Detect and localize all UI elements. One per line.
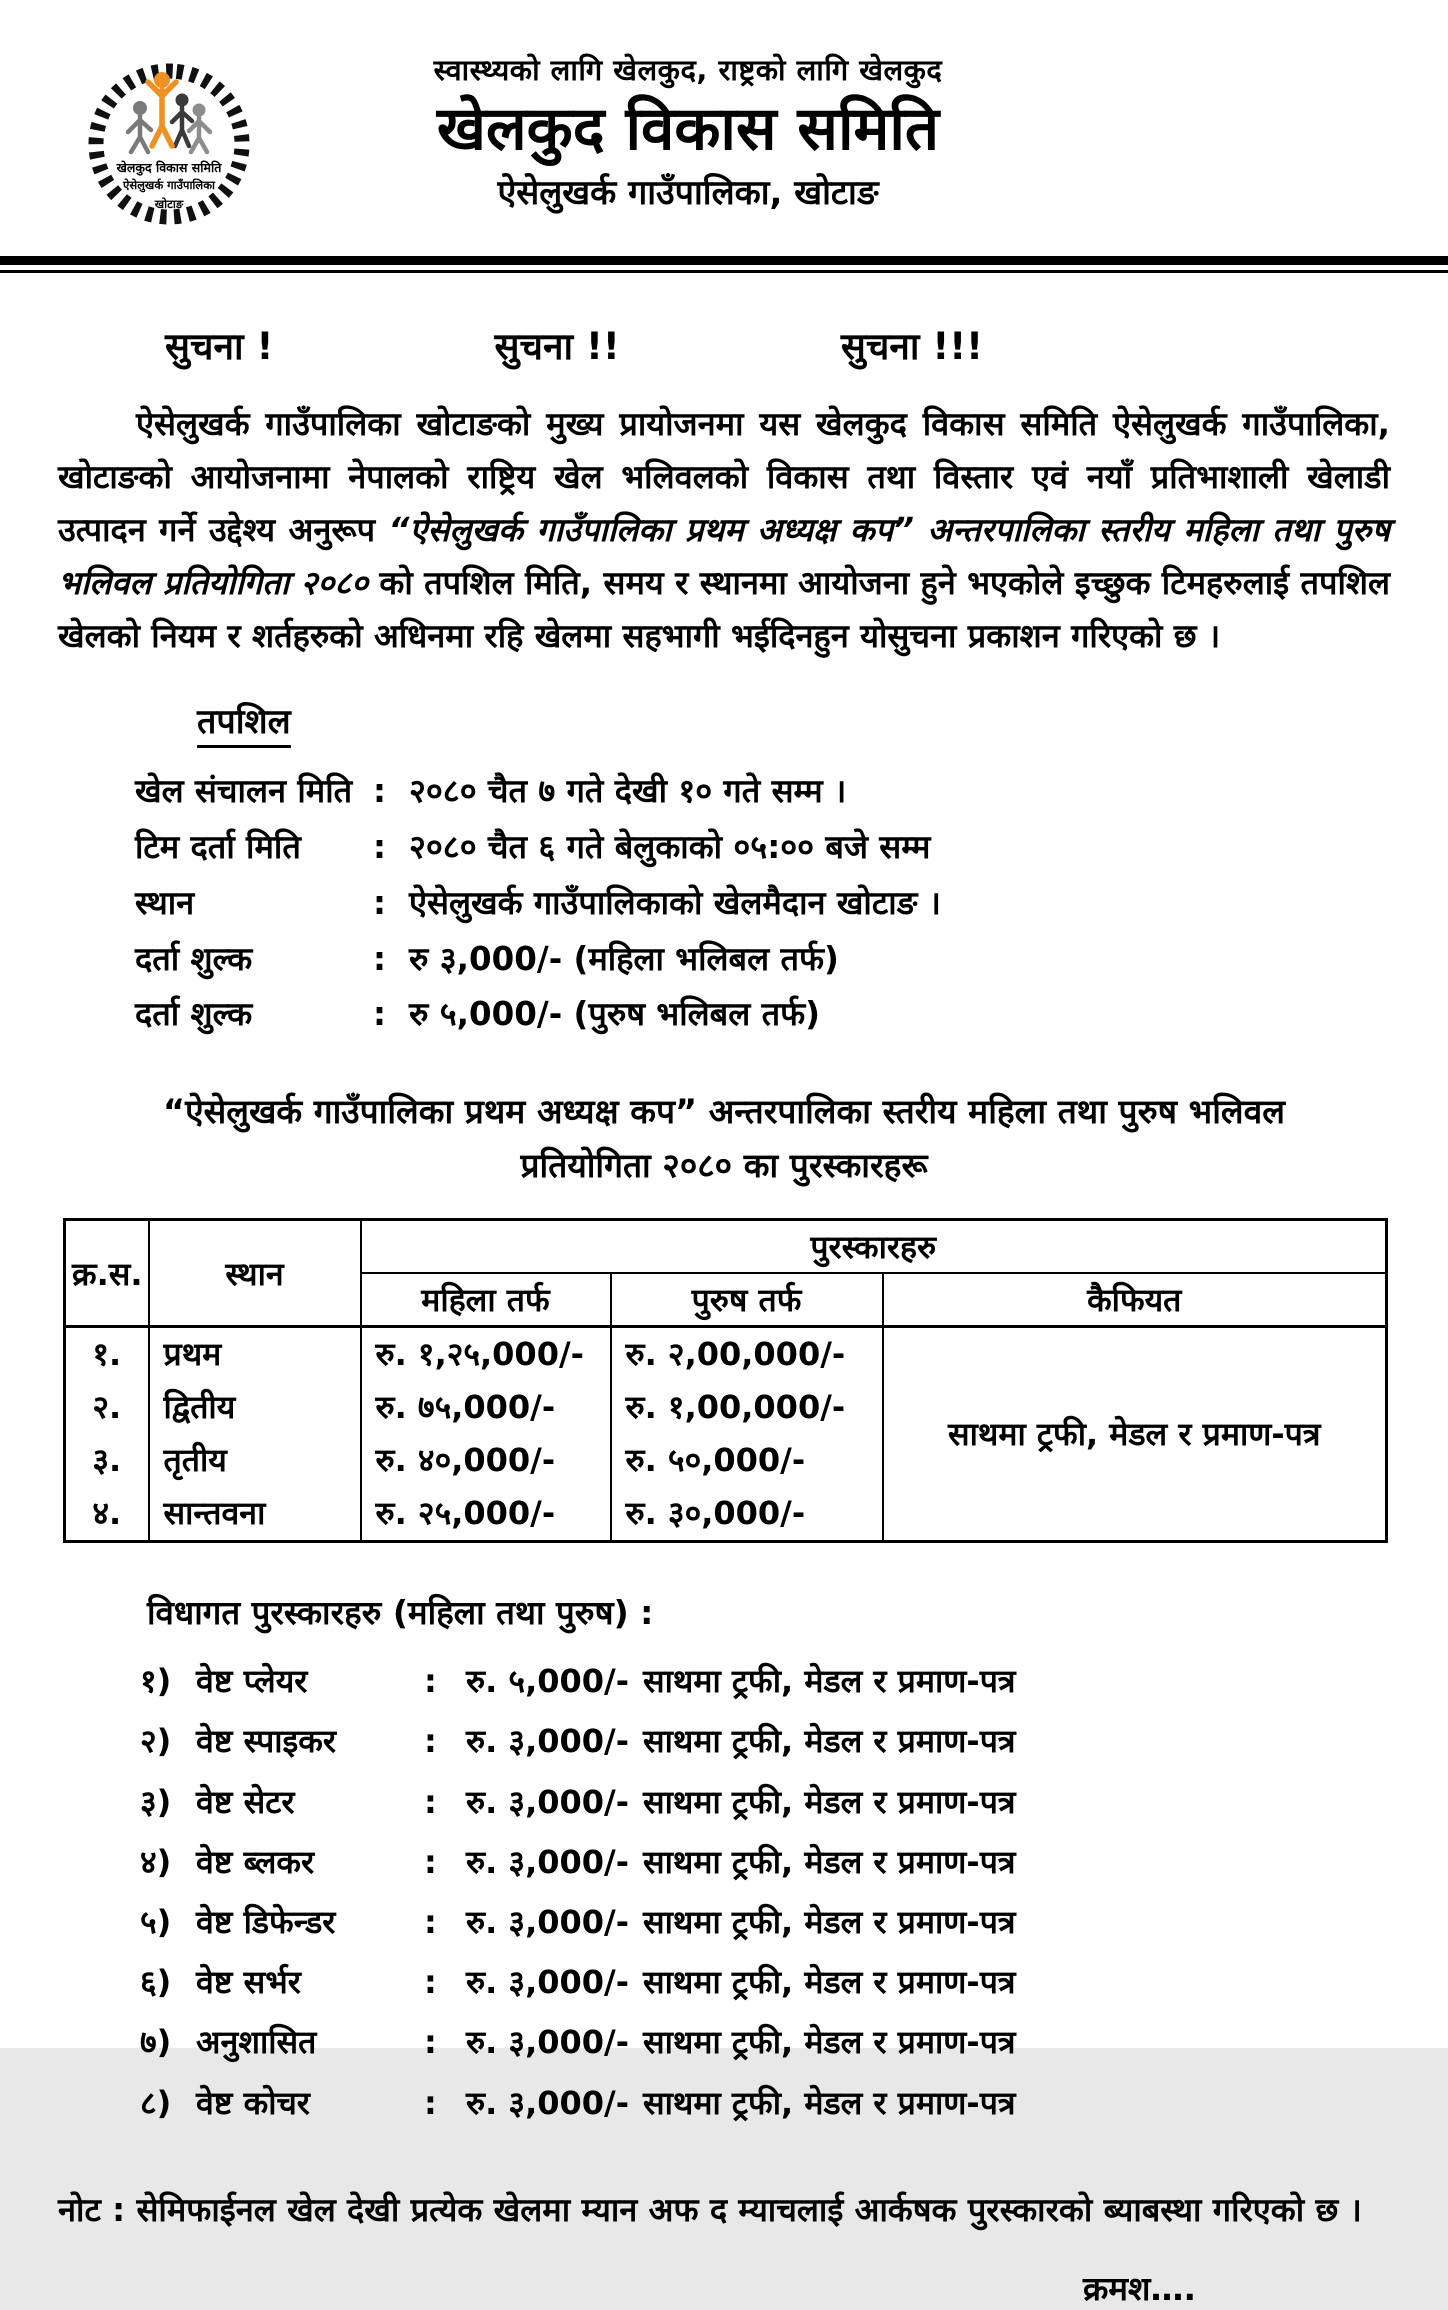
prize-table (63, 1218, 1388, 1543)
header-female: महिला तर्फ (361, 1273, 611, 1327)
continued-marker: क्रमश…. (1082, 2268, 1196, 2308)
award-item-best-spiker (140, 1720, 1448, 1763)
row-sn: २. (65, 1381, 149, 1434)
award-suffix: साथमा ट्रफी, मेडल र प्रमाण-पत्र (643, 1722, 1016, 1761)
committee-logo (78, 42, 273, 242)
award-amount: रु. ३,000/- (466, 1903, 629, 1942)
header-text (273, 42, 1103, 214)
award-separator: : (424, 1782, 437, 1821)
table-header-row-1 (65, 1220, 1387, 1274)
detail-value: रु ३,000/- (महिला भलिबल तर्फ) (409, 939, 839, 978)
notice-2: सुचना !! (494, 325, 620, 368)
award-separator: : (424, 1903, 437, 1942)
award-item-best-server (140, 1961, 1448, 2004)
header-male: पुरुष तर्फ (611, 1273, 883, 1327)
notice-headings (165, 319, 983, 370)
details-rows (135, 764, 1448, 1043)
prize-section-heading (90, 1085, 1358, 1192)
row-sn: ४. (65, 1487, 149, 1541)
row-place: प्रथम (149, 1327, 361, 1381)
award-separator: : (424, 1662, 437, 1701)
award-name: वेष्ट सेटर (196, 1782, 295, 1821)
row-male-prize: रु. ३०,000/- (611, 1487, 883, 1541)
row-male-prize: रु. १,00,000/- (611, 1381, 883, 1434)
detail-value: रु ५,000/- (पुरुष भलिबल तर्फ) (409, 995, 821, 1034)
award-name: वेष्ट प्लेयर (196, 1662, 308, 1701)
header-prizes: पुरस्कारहरु (361, 1220, 1387, 1274)
tagline: स्वास्थ्यको लागि खेलकुद, राष्ट्रको लागि खेलकुद (433, 53, 943, 87)
award-suffix: साथमा ट्रफी, मेडल र प्रमाण-पत्र (643, 2023, 1016, 2062)
header-sn: क्र.स. (65, 1220, 149, 1327)
logo-text-line1: खेलकुद विकास समिति (116, 160, 222, 175)
detail-label: दर्ता शुल्क (135, 939, 253, 978)
award-separator: : (424, 1842, 437, 1881)
detail-label: स्थान (135, 883, 195, 922)
header-remarks: कैफियत (883, 1273, 1387, 1327)
award-number: १) (140, 1662, 172, 1701)
letterhead (0, 0, 1448, 242)
detail-label: खेल संचालन मिति (135, 771, 353, 810)
row-female-prize: रु. १,२५,000/- (361, 1327, 611, 1381)
award-name: वेष्ट ब्लकर (196, 1842, 315, 1881)
logo-text-line2: ऐसेलुखर्क गाउँपालिका (122, 178, 216, 192)
award-number: २) (140, 1722, 172, 1761)
remarks-merged-cell: साथमा ट्रफी, मेडल र प्रमाण-पत्र (883, 1327, 1387, 1542)
award-separator: : (424, 2083, 437, 2122)
award-name: वेष्ट डिफेन्डर (196, 1903, 336, 1942)
award-number: ३) (140, 1782, 172, 1821)
detail-separator: : (373, 827, 386, 866)
award-name: वेष्ट कोचर (196, 2083, 310, 2122)
intro-competition-name: “ऐसेलुखर्क गाउँपालिका प्रथम अध्यक्ष कप” अन्तरपालिका स्तरीय महिला तथा पुरुष भलिवल प्रतियोगिता २०८० (58, 510, 1390, 602)
notice-1: सुचना ! (165, 325, 274, 368)
row-sn: १. (65, 1327, 149, 1381)
detail-separator: : (373, 771, 386, 810)
award-item-disciplined (140, 2021, 1448, 2064)
intro-paragraph (58, 398, 1390, 663)
intro-part2: को तपशिल मिति, समय र स्थानमा आयोजना हुने भएकोले इच्छुक टिमहरुलाई तपशिल खेलको नियम र शर्तहरुको अधिनमा रहि खेलमा सहभागी भईदिनहुन योसुचना प्रकाशन गरिएको छ । (58, 563, 1390, 655)
award-amount: रु. ३,000/- (466, 1963, 629, 2002)
award-item-best-setter (140, 1781, 1448, 1824)
award-name: वेष्ट सर्भर (196, 1963, 301, 2002)
award-name: वेष्ट स्पाइकर (196, 1722, 336, 1761)
award-suffix: साथमा ट्रफी, मेडल र प्रमाण-पत्र (643, 2083, 1016, 2122)
organization-subtitle: ऐसेलुखर्क गाउँपालिका, खोटाङ (497, 173, 879, 213)
detail-separator: : (373, 939, 386, 978)
header-divider (0, 256, 1448, 273)
detail-separator: : (373, 883, 386, 922)
row-female-prize: रु. ७५,000/- (361, 1381, 611, 1434)
prize-heading-line2: प्रतियोगिता २०८० का पुरस्कारहरू (520, 1145, 928, 1185)
details-title: तपशिल (197, 697, 291, 748)
award-separator: : (424, 1963, 437, 2002)
detail-value: २०८० चैत ६ गते बेलुकाको ०५:०० बजे सम्म (409, 827, 931, 866)
header-place: स्थान (149, 1220, 361, 1327)
laurel-wreath-icon (78, 42, 260, 238)
detail-row-venue (135, 876, 1448, 932)
row-place: द्वितीय (149, 1381, 361, 1434)
detail-label: टिम दर्ता मिति (135, 827, 301, 866)
award-item-best-defender (140, 1901, 1448, 1944)
detail-row-registration-date (135, 820, 1448, 876)
award-separator: : (424, 1722, 437, 1761)
organization-title: खेलकुद विकास समिति (436, 94, 940, 164)
detail-row-game-date (135, 764, 1448, 820)
footnote: नोट : सेमिफाईनल खेल देखी प्रत्येक खेलमा म्यान अफ द म्याचलाई आर्कषक पुरस्कारको ब्याबस्था गरिएको छ । (58, 2190, 1362, 2229)
award-item-best-blocker (140, 1841, 1448, 1884)
row-male-prize: रु. ५०,000/- (611, 1434, 883, 1487)
row-place: सान्तवना (149, 1487, 361, 1541)
detail-label: दर्ता शुल्क (135, 995, 253, 1034)
table-row (65, 1327, 1387, 1381)
detail-row-fee-women (135, 932, 1448, 988)
detail-row-fee-men (135, 987, 1448, 1043)
award-separator: : (424, 2023, 437, 2062)
award-item-best-player (140, 1660, 1448, 1703)
award-suffix: साथमा ट्रफी, मेडल र प्रमाण-पत्र (643, 1662, 1016, 1701)
row-male-prize: रु. २,00,000/- (611, 1327, 883, 1381)
award-suffix: साथमा ट्रफी, मेडल र प्रमाण-पत्र (643, 1842, 1016, 1881)
category-awards-list (140, 1660, 1448, 2125)
award-number: ७) (140, 2023, 172, 2062)
row-sn: ३. (65, 1434, 149, 1487)
intro-part1: ऐसेलुखर्क गाउँपालिका खोटाङको मुख्य प्रायोजनमा यस खेलकुद विकास समिति ऐसेलुखर्क गाउँपालिका, खोटाङको आयोजनामा नेपालको राष्ट्रिय खेल भलिवलको विकास तथा विस्तार एवं नयाँ प्रतिभाशाली खेलाडी उत्पादन गर्ने उद्देश्य अनुरूप (58, 405, 1390, 549)
award-name: अनुशासित (196, 2023, 317, 2062)
award-number: ५) (140, 1903, 172, 1942)
details-section (135, 697, 1448, 1043)
award-number: ४) (140, 1842, 172, 1881)
logo-text-line3: खोटाङ (154, 197, 184, 211)
row-female-prize: रु. २५,000/- (361, 1487, 611, 1541)
detail-separator: : (373, 995, 386, 1034)
award-suffix: साथमा ट्रफी, मेडल र प्रमाण-पत्र (643, 1903, 1016, 1942)
award-item-best-coach (140, 2082, 1448, 2125)
award-number: ६) (140, 1963, 172, 2002)
detail-value: २०८० चैत ७ गते देखी १० गते सम्म । (409, 771, 847, 810)
category-awards-title: विधागत पुरस्कारहरु (महिला तथा पुरुष) : (147, 1593, 654, 1633)
prize-heading-line1: “ऐसेलुखर्क गाउँपालिका प्रथम अध्यक्ष कप” अन्तरपालिका स्तरीय महिला तथा पुरुष भलिवल (163, 1092, 1285, 1132)
award-suffix: साथमा ट्रफी, मेडल र प्रमाण-पत्र (643, 1782, 1016, 1821)
award-number: ८) (140, 2083, 172, 2122)
award-amount: रु. ५,000/- (466, 1662, 629, 1701)
award-suffix: साथमा ट्रफी, मेडल र प्रमाण-पत्र (643, 1963, 1016, 2002)
row-female-prize: रु. ४०,000/- (361, 1434, 611, 1487)
award-amount: रु. ३,000/- (466, 1722, 629, 1761)
row-place: तृतीय (149, 1434, 361, 1487)
award-amount: रु. ३,000/- (466, 2023, 629, 2062)
award-amount: रु. ३,000/- (466, 2083, 629, 2122)
award-amount: रु. ३,000/- (466, 1782, 629, 1821)
notice-3: सुचना !!! (840, 325, 983, 368)
award-amount: रु. ३,000/- (466, 1842, 629, 1881)
detail-value: ऐसेलुखर्क गाउँपालिकाको खेलमैदान खोटाङ । (409, 883, 941, 922)
